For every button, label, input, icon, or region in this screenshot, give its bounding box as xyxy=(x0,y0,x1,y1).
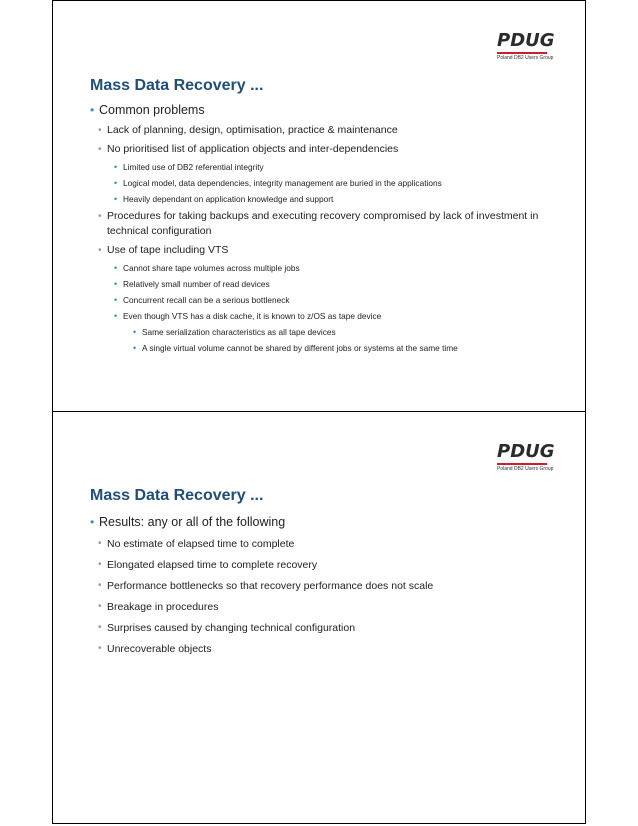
bullet-text: A single virtual volume cannot be shared by different jobs or systems at the same time xyxy=(142,343,458,353)
bullet-text: Heavily dependant on application knowledge and support xyxy=(123,194,334,204)
bullet-dot-icon: • xyxy=(114,263,118,273)
bullet-level3 xyxy=(114,161,565,173)
bullet-text: Relatively small number of read devices xyxy=(123,279,270,289)
logo-text: PDUG xyxy=(497,30,555,51)
bullet-level2 xyxy=(98,578,565,594)
sub-sub-bullet-list xyxy=(133,326,565,354)
bullet-level2 xyxy=(98,142,565,157)
logo-text: PDUG xyxy=(497,441,555,462)
bullet-level1 xyxy=(90,514,565,531)
bullet-level3 xyxy=(114,262,565,274)
bullet-text: Use of tape including VTS xyxy=(107,244,229,256)
bullet-text: Concurrent recall can be a serious bottleneck xyxy=(123,295,290,305)
bullet-dot-icon: • xyxy=(98,144,102,155)
sub-bullet-list xyxy=(114,262,565,354)
bullet-dot-icon: • xyxy=(98,211,102,222)
bullet-dot-icon: • xyxy=(90,103,95,117)
bullet-text: Breakage in procedures xyxy=(107,601,219,613)
bullet-level2 xyxy=(98,641,565,657)
bullet-dot-icon: • xyxy=(114,295,118,305)
bullet-text: Lack of planning, design, optimisation, practice & maintenance xyxy=(107,124,398,136)
bullet-text: Procedures for taking backups and executing recovery compromised by lack of investment in technical configuration xyxy=(107,210,539,237)
bullet-dot-icon: • xyxy=(90,515,95,529)
bullet-dot-icon: • xyxy=(98,622,102,633)
bullet-level1 xyxy=(90,102,565,119)
bullet-level2 xyxy=(98,599,565,615)
logo-accent-bar xyxy=(497,52,547,54)
pdug-logo xyxy=(497,442,561,476)
bullet-text: Elongated elapsed time to complete recovery xyxy=(107,559,318,571)
slide-1 xyxy=(52,0,586,412)
slide-1-content xyxy=(90,102,565,354)
slide-2-content xyxy=(90,514,565,657)
bullet-dot-icon: • xyxy=(98,125,102,136)
bullet-level3 xyxy=(114,278,565,290)
bullet-level3 xyxy=(114,294,565,306)
bullet-dot-icon: • xyxy=(98,245,102,256)
slide-1-title: Mass Data Recovery ... xyxy=(90,77,264,94)
bullet-text: Logical model, data dependencies, integrity management are buried in the applications xyxy=(123,178,442,188)
bullet-dot-icon: • xyxy=(98,538,102,549)
bullet-text: Results: any or all of the following xyxy=(99,515,286,529)
bullet-level3 xyxy=(114,177,565,189)
bullet-text: Common problems xyxy=(99,103,205,117)
bullet-dot-icon: • xyxy=(98,643,102,654)
bullet-level2 xyxy=(98,209,565,239)
bullet-dot-icon: • xyxy=(114,162,118,172)
bullet-level2 xyxy=(98,243,565,258)
bullet-text: Even though VTS has a disk cache, it is known to z/OS as tape device xyxy=(123,311,382,321)
bullet-dot-icon: • xyxy=(133,327,137,337)
bullet-dot-icon: • xyxy=(114,178,118,188)
bullet-text: Cannot share tape volumes across multiple jobs xyxy=(123,263,300,273)
slide-1-bullet-list xyxy=(98,123,565,354)
bullet-level2 xyxy=(98,620,565,636)
bullet-level2 xyxy=(98,536,565,552)
bullet-dot-icon: • xyxy=(114,311,118,321)
bullet-text: Surprises caused by changing technical configuration xyxy=(107,622,356,634)
bullet-dot-icon: • xyxy=(133,343,137,353)
slide-2-title: Mass Data Recovery ... xyxy=(90,487,264,504)
bullet-text: Limited use of DB2 referential integrity xyxy=(123,162,264,172)
bullet-level2 xyxy=(98,557,565,573)
bullet-dot-icon: • xyxy=(114,279,118,289)
bullet-text: Same serialization characteristics as all tape devices xyxy=(142,327,336,337)
logo-subtitle: Poland DB2 Users Group xyxy=(497,466,554,472)
bullet-text: No prioritised list of application objects and inter-dependencies xyxy=(107,143,399,155)
bullet-level4 xyxy=(133,326,565,338)
bullet-dot-icon: • xyxy=(98,601,102,612)
bullet-level3 xyxy=(114,193,565,205)
logo-accent-bar xyxy=(497,463,547,465)
bullet-level4 xyxy=(133,342,565,354)
slide-2-bullet-list xyxy=(98,536,565,657)
bullet-dot-icon: • xyxy=(98,580,102,591)
bullet-text: No estimate of elapsed time to complete xyxy=(107,538,295,550)
bullet-dot-icon: • xyxy=(114,194,118,204)
slide-2 xyxy=(52,411,586,824)
bullet-text: Performance bottlenecks so that recovery performance does not scale xyxy=(107,580,434,592)
bullet-dot-icon: • xyxy=(98,559,102,570)
bullet-level3 xyxy=(114,310,565,322)
logo-subtitle: Poland DB2 Users Group xyxy=(497,55,554,61)
bullet-text: Unrecoverable objects xyxy=(107,643,212,655)
pdug-logo xyxy=(497,31,561,65)
bullet-level2 xyxy=(98,123,565,138)
sub-bullet-list xyxy=(114,161,565,205)
